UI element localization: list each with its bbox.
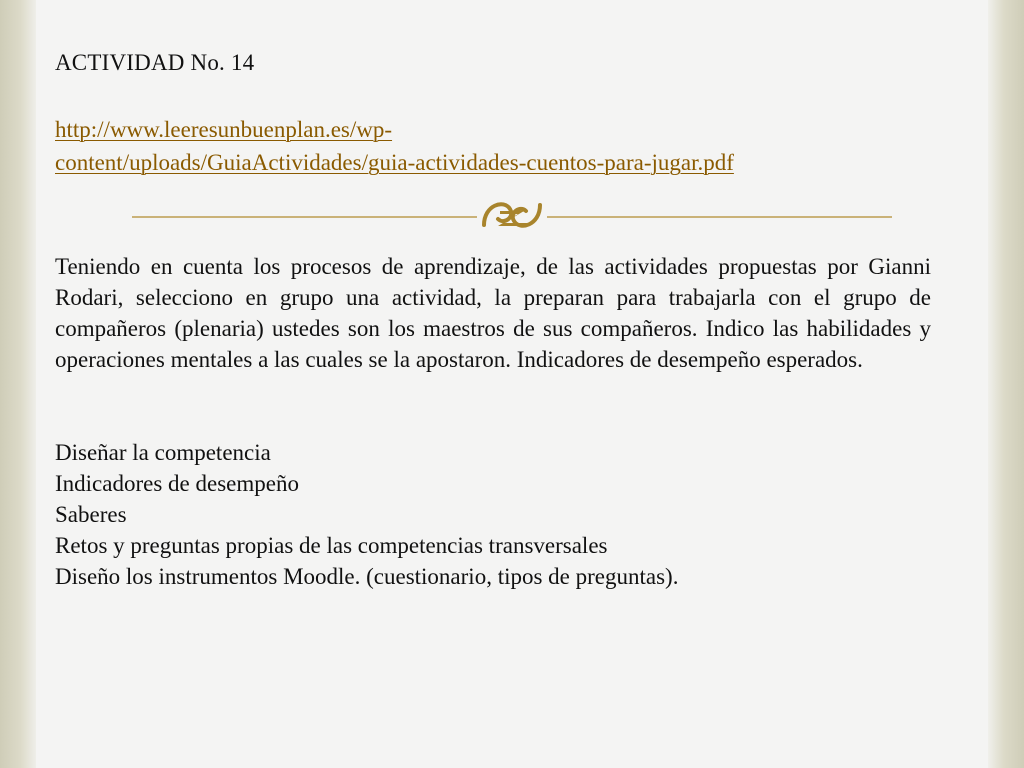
instructions-paragraph: Teniendo en cuenta los procesos de aprendizaje, de las actividades propuestas por Gianni Rodari, selecciono en grupo una actividad, la preparan para trabajarla con el grupo de compañeros (plenaria) ustedes son los maestros de sus compañeros. Indico las habilidades y operaciones mentales a las cuales se la apostaron. Indicadores de desempeño esperados.: [55, 254, 931, 372]
list-item: Diseñar la competencia: [55, 440, 271, 465]
pdf-link[interactable]: http://www.leeresunbuenplan.es/wp- content/uploads/GuiaActividades/guia-actividades-cuentos-para-jugar.pdf: [55, 117, 734, 175]
list-item: Saberes: [55, 502, 127, 527]
slide-title: ACTIVIDAD No. 14: [55, 50, 255, 75]
ornamental-swirl-icon: [132, 197, 892, 233]
list-item: Indicadores de desempeño: [55, 471, 299, 496]
list-item: Retos y preguntas propias de las competencias transversales: [55, 533, 608, 558]
task-list: [55, 437, 678, 592]
list-item: Diseño los instrumentos Moodle. (cuestionario, tipos de preguntas).: [55, 564, 679, 589]
ornamental-divider: [132, 197, 892, 233]
